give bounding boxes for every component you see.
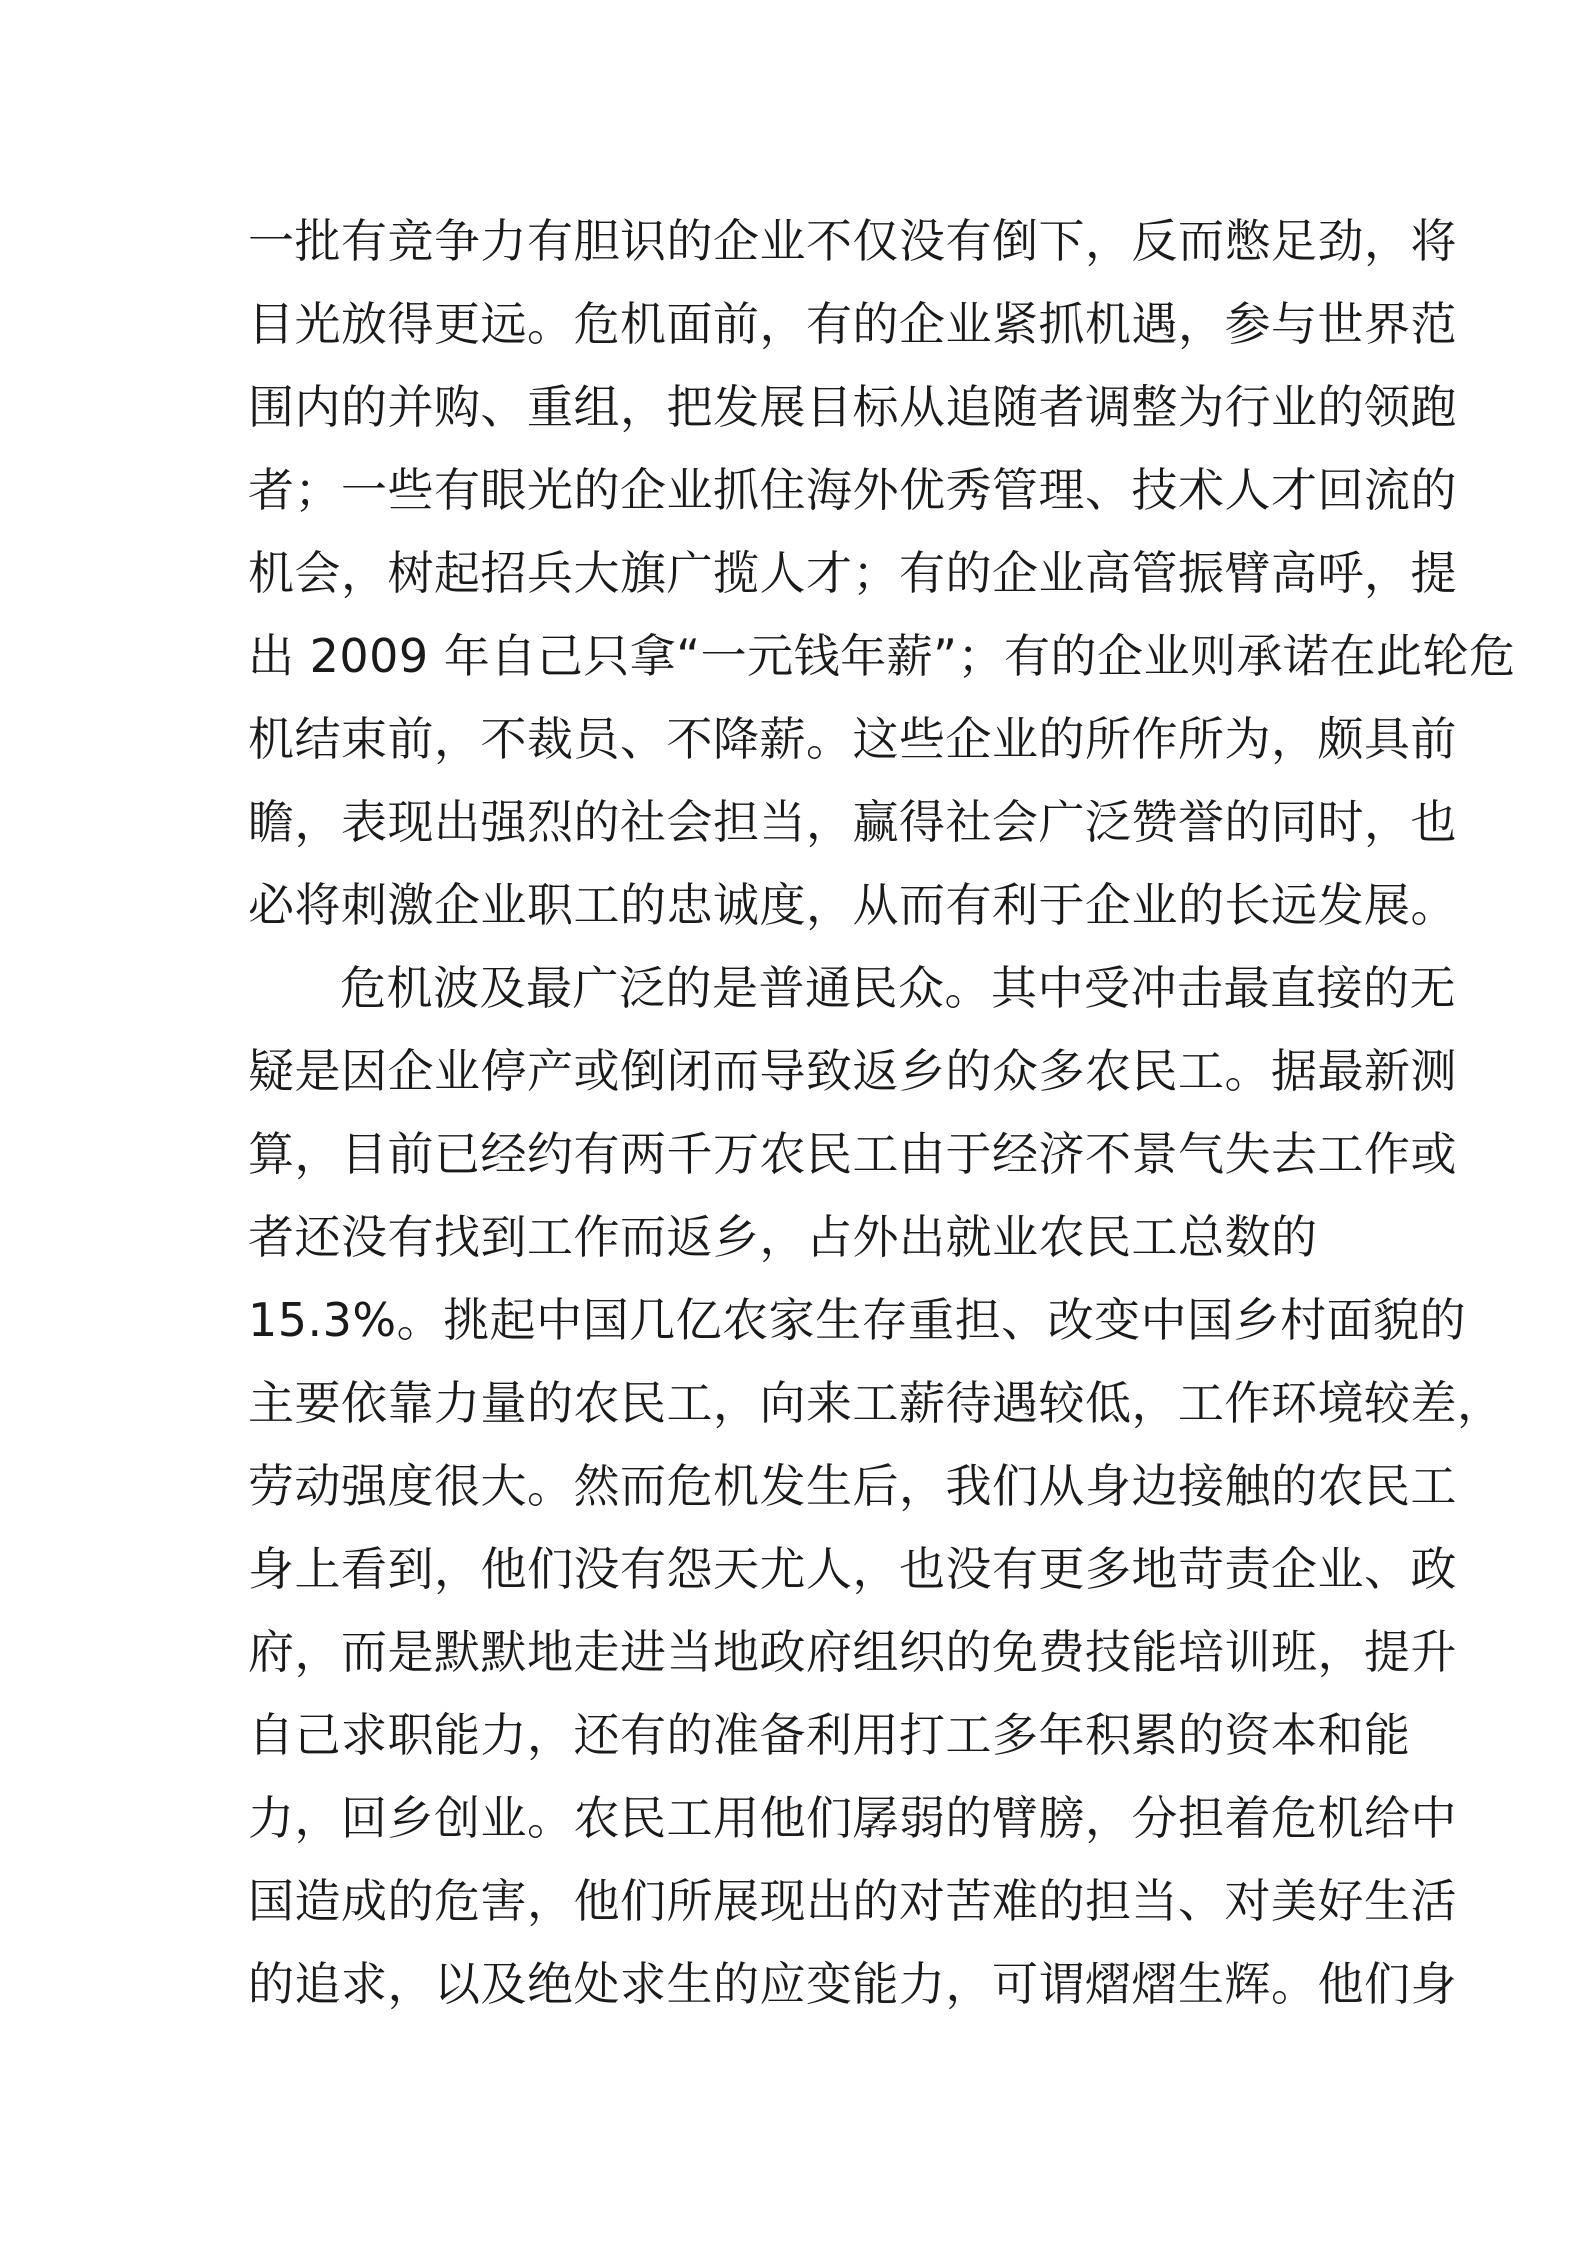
text-line: 的追求，以及绝处求生的应变能力，可谓熠熠生辉。他们身 [248, 1957, 1457, 2011]
text-line: 目光放得更远。危机面前，有的企业紧抓机遇，参与世界范 [248, 297, 1457, 351]
text-line: 算，目前已经约有两千万农民工由于经济不景气失去工作或 [248, 1127, 1457, 1181]
text-line: 国造成的危害，他们所展现出的对苦难的担当、对美好生活 [248, 1874, 1457, 1928]
text-line: 力，回乡创业。农民工用他们孱弱的臂膀，分担着危机给中 [248, 1791, 1457, 1845]
paragraph-start-line: 危机波及最广泛的是普通民众。其中受冲击最直接的无 [340, 961, 1456, 1015]
text-line: 主要依靠力量的农民工，向来工薪待遇较低，工作环境较差， [248, 1376, 1504, 1430]
text-line: 机结束前，不裁员、不降薪。这些企业的所作所为，颇具前 [248, 712, 1457, 766]
text-line: 府，而是默默地走进当地政府组织的免费技能培训班，提升 [248, 1625, 1457, 1679]
text-line: 疑是因企业停产或倒闭而导致返乡的众多农民工。据最新测 [248, 1044, 1457, 1098]
text-line: 身上看到，他们没有怨天尤人，也没有更多地苛责企业、政 [248, 1542, 1457, 1596]
text-line: 机会，树起招兵大旗广揽人才；有的企业高管振臂高呼，提 [248, 546, 1457, 600]
text-line: 必将刺激企业职工的忠诚度，从而有利于企业的长远发展。 [248, 878, 1457, 932]
text-line: 自己求职能力，还有的准备利用打工多年积累的资本和能 [248, 1708, 1411, 1762]
body-text [248, 200, 1516, 2026]
text-line: 者；一些有眼光的企业抓住海外优秀管理、技术人才回流的 [248, 463, 1457, 517]
text-line: 一批有竞争力有胆识的企业不仅没有倒下，反而憋足劲，将 [248, 214, 1457, 268]
text-line: 出 2009 年自己只拿“一元钱年薪”；有的企业则承诺在此轮危 [248, 629, 1516, 683]
text-line: 15.3%。挑起中国几亿农家生存重担、改变中国乡村面貌的 [248, 1293, 1467, 1347]
text-line: 瞻，表现出强烈的社会担当，赢得社会广泛赞誉的同时，也 [248, 795, 1457, 849]
text-line: 者还没有找到工作而返乡，占外出就业农民工总数的 [248, 1210, 1318, 1264]
text-line: 围内的并购、重组，把发展目标从追随者调整为行业的领跑 [248, 380, 1457, 434]
text-line: 劳动强度很大。然而危机发生后，我们从身边接触的农民工 [248, 1459, 1457, 1513]
